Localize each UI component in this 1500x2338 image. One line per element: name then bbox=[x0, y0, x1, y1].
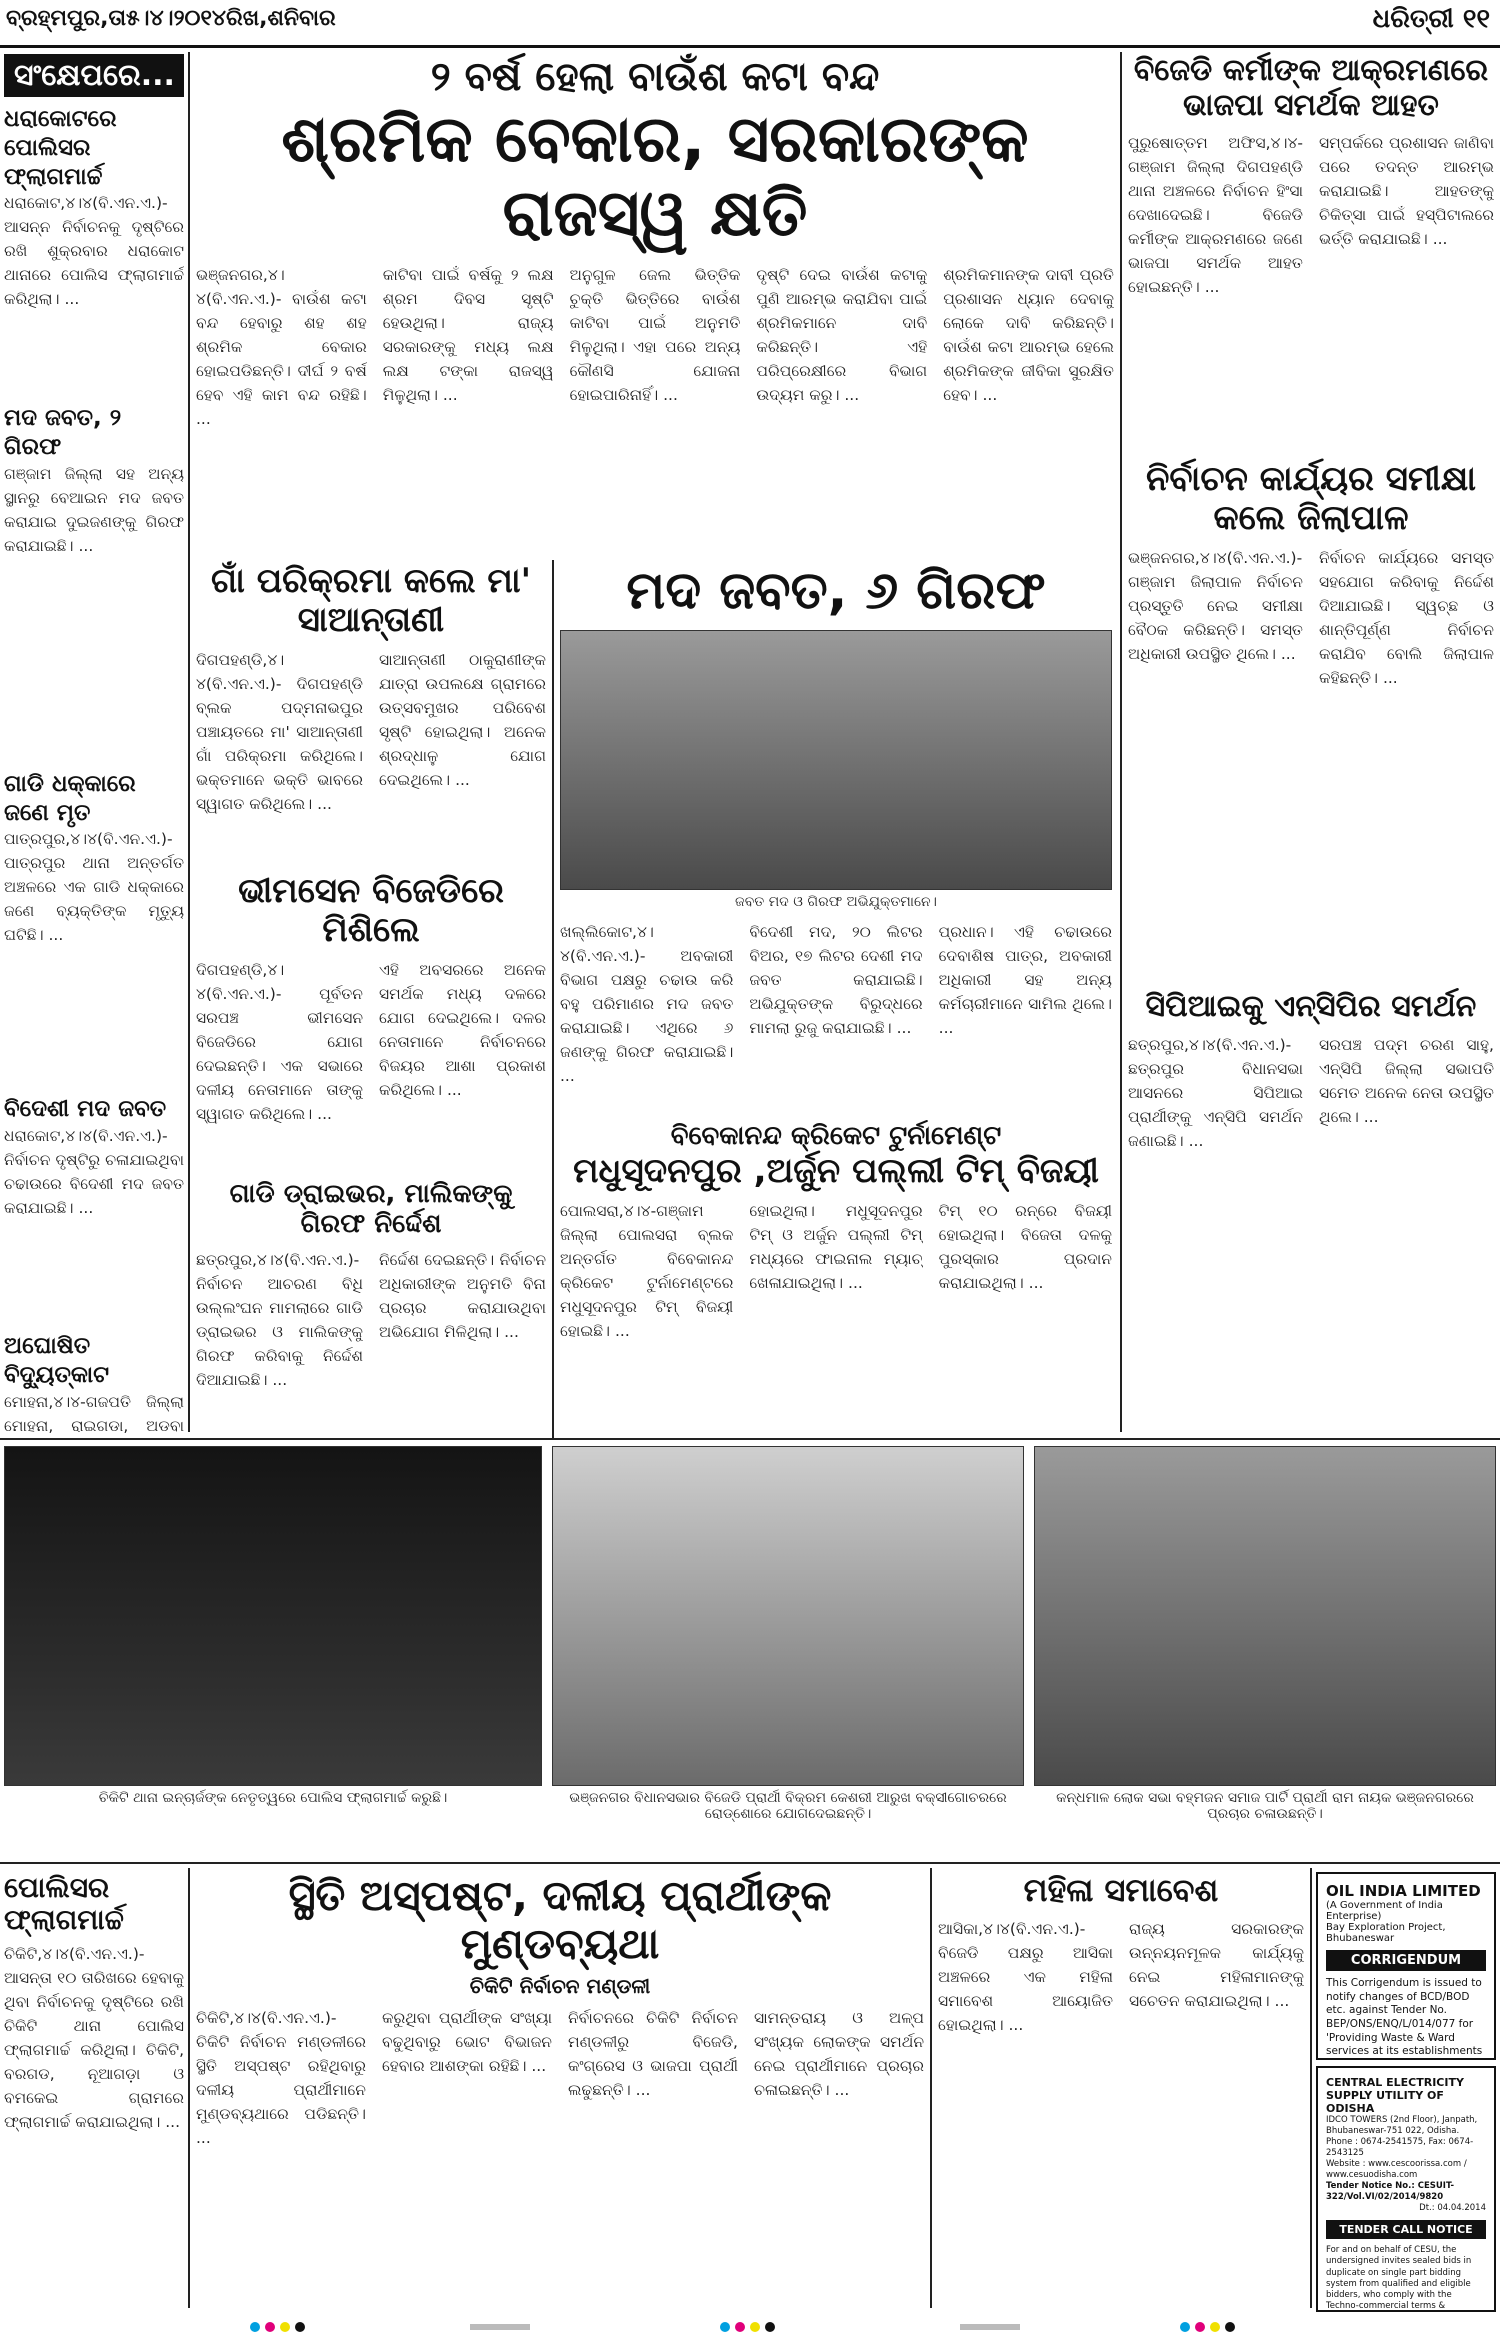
attack-col: ସମ୍ପର୍କରେ ପ୍ରଶାସନ ଜାଣିବା ପରେ ତଦନ୍ତ ଆରମ୍ଭ କରାଯାଇଛି। ଆହତଙ୍କୁ ଚିକିତ୍ସା ପାଇଁ ହସ୍ପିଟାଲରେ ଭର୍ତ୍ତି କରାଯାଇଛି। ... bbox=[1319, 134, 1494, 249]
cesu-date: Dt.: 04.04.2014 bbox=[1419, 2203, 1486, 2214]
cesu-tender-no: Tender Notice No.: CESUIT-322/Vol.VI/02/2014/9820 bbox=[1326, 2181, 1455, 2203]
date-line: ବ୍ରହ୍ମପୁର,ତା୫।୪।୨୦୧୪ରିଖ,ଶନିବାର bbox=[6, 6, 336, 31]
cpi-headline: ସିପିଆଇକୁ ଏନ୍‌ସିପିର ସମର୍ଥନ bbox=[1145, 989, 1477, 1024]
cpi-col: ସରପଞ୍ଚ ପଦ୍ମ ଚରଣ ସାହୁ, ଏନ୍‌ସିପି ଜିଲ୍ଲା ସଭାପତି ସମେତ ଅନେକ ନେତା ଉପସ୍ଥିତ ଥିଲେ। ... bbox=[1319, 1035, 1494, 1126]
women-rally-col: ରାଜ୍ୟ ସରକାରଙ୍କ ଉନ୍ନୟନମୂଳକ କାର୍ଯ୍ୟକୁ ନେଇ ମହିଳାମାନଙ୍କୁ ସଚେତନ କରାଯାଇଥିଲା। ... bbox=[1129, 1919, 1304, 2010]
cpi-col: ଛତ୍ରପୁର,୪।୪(ବି.ଏନ.ଏ.)- ଛତ୍ରପୁର ବିଧାନସଭା ଆସନରେ ସିପିଆଇ ପ୍ରାର୍ଥୀଙ୍କୁ ଏନ୍‌ସିପି ସମର୍ଥନ ଜଣାଇଛି। ... bbox=[1128, 1035, 1303, 1150]
brief-headline: ମଦ ଜବତ, ୨ ଗିରଫ bbox=[4, 405, 122, 460]
lead-col: ଅନୁଗୁଳ ଜେଲ ଭିତ୍ତିକ ଚୁକ୍ତି ଭିତ୍ତିରେ ବାଉଁଶ କାଟିବା ପାଇଁ ଅନୁମତି ମିଳୁଥିଲା। ଏହା ପରେ ଅନ୍ୟ କୌଣସି ଯୋଜନା ହୋଇପାରିନାହିଁ। ... bbox=[569, 266, 741, 405]
masthead bbox=[0, 0, 1500, 48]
brief-body: ଗଞ୍ଜାମ ଜିଲ୍ଲା ସହ ଅନ୍ୟ ସ୍ଥାନରୁ ବେଆଇନ ମଦ ଜବତ କରାଯାଇ ଦୁଇଜଣଙ୍କୁ ଗିରଫ କରାଯାଇଛି। ... bbox=[4, 464, 184, 555]
bottom-main-headline: ସ୍ଥିତି ଅସ୍ପଷ୍ଟ, ଦଳୀୟ ପ୍ରାର୍ଥୀଙ୍କ ମୁଣ୍ଡବ୍ୟଥା bbox=[288, 1871, 832, 1969]
cricket-col: ଟିମ୍ ୧୦ ରନ୍‌ରେ ବିଜୟୀ ହୋଇଥିଲା। ବିଜେତା ଦଳକୁ ପୁରସ୍କାର ପ୍ରଦାନ କରାଯାଇଥିଲା। ... bbox=[938, 1201, 1112, 1293]
driver-story bbox=[196, 1180, 546, 1430]
registration-marks bbox=[0, 2316, 1500, 2338]
bottom-main-col: ଚିକିଟି,୪।୪(ବି.ଏନ.ଏ.)- ଚିକିଟି ନିର୍ବାଚନ ମଣ୍ଡଳୀରେ ସ୍ଥିତି ଅସ୍ପଷ୍ଟ ରହିଥିବାରୁ ଦଳୀୟ ପ୍ରାର୍ଥୀମାନେ ମୁଣ୍ଡବ୍ୟଥାରେ ପଡିଛନ୍ତି। ... bbox=[196, 2008, 366, 2147]
bottom-main-story bbox=[196, 1872, 924, 2312]
driver-headline: ଗାଡି ଡ୍ରାଇଭର, ମାଲିକଙ୍କୁ ଗିରଫ ନିର୍ଦ୍ଦେଶ bbox=[229, 1179, 513, 1239]
collector-col: ନିର୍ବାଚନ କାର୍ଯ୍ୟରେ ସମସ୍ତ ସହଯୋଗ କରିବାକୁ ନିର୍ଦ୍ଦେଶ ଦିଆଯାଇଛି। ସ୍ୱଚ୍ଛ ଓ ଶାନ୍ତିପୂର୍ଣ୍ଣ ନିର୍ବାଚନ କରାଯିବ ବୋଲି ଜିଲାପାଳ କହିଛନ୍ତି। ... bbox=[1319, 549, 1494, 688]
lead-col: ଦୃଷ୍ଟି ଦେଇ ବାଉଁଶ କଟାକୁ ପୁଣି ଆରମ୍ଭ କରାଯିବା ପାଇଁ ଶ୍ରମିକମାନେ ଦାବି କରିଛନ୍ତି। ଏହି ପରିପ୍ରେକ୍ଷୀରେ ବିଭାଗ ଉଦ୍ୟମ କରୁ। ... bbox=[756, 266, 928, 405]
lead-col: ଭଞ୍ଜନଗର,୪।୪(ବି.ଏନ.ଏ.)- ବାଉଁଶ କଟା ବନ୍ଦ ହେବାରୁ ଶହ ଶହ ଶ୍ରମିକ ବେକାର ହୋଇପଡିଛନ୍ତି। ଦୀର୍ଘ ୨ ବର୍ଷ ହେବ ଏହି କାମ ବନ୍ଦ ରହିଛି। ... bbox=[196, 266, 367, 429]
brief-body: ମୋହନା,୪।୪-ଗଜପତି ଜିଲ୍ଲା ମୋହନା, ରାଇଗଡା, ଅଡବା bbox=[4, 1392, 184, 1434]
bottom-main-col: ନିର୍ବାଚନରେ ଚିକିଟି ନିର୍ବାଚନ ମଣ୍ଡଳୀରୁ ବିଜେଡି, କଂଗ୍ରେସ ଓ ଭାଜପା ପ୍ରାର୍ଥୀ ଲଢୁଛନ୍ତି। ... bbox=[568, 2008, 738, 2099]
lead-headline: ଶ୍ରମିକ ବେକାର, ସରକାରଙ୍କ ରାଜସ୍ୱ କ୍ଷତି bbox=[281, 103, 1029, 251]
roadshow-photo bbox=[552, 1446, 1024, 1786]
cricket-col: ହୋଇଥିଲା। ମଧୁସୂଦନପୁର ଟିମ୍ ଓ ଅର୍ଜୁନ ପଲ୍ଲୀ ଟିମ୍ ମଧ୍ୟରେ ଫାଇନାଲ ମ୍ୟାଚ୍ ଖେଳାଯାଇଥିଲା। ... bbox=[749, 1201, 923, 1293]
briefs-kicker: ସଂକ୍ଷେପରେ... bbox=[4, 54, 184, 97]
cesu-text: For and on behalf of CESU, the undersigned invites sealed bids in duplicate on single part bidding system from qualified and eligible bidders, who comply with the Techno-commercial terms & bbox=[1326, 2245, 1472, 2311]
attack-story bbox=[1128, 54, 1494, 454]
lead-story bbox=[196, 54, 1114, 554]
campaign-caption: କନ୍ଧମାଳ ଲୋକ ସଭା ବହ୍ମଜନ ସମାଜ ପାର୍ଟି ପ୍ରାର୍ଥୀ ରାମ ନାୟକ ଭଞ୍ଜନଗରରେ ପ୍ରଚାର ଚଳାଉଛନ୍ତି। bbox=[1056, 1790, 1474, 1822]
cesu-addr: IDCO TOWERS (2nd Floor), Janpath, Bhubaneswar-751 022, Odisha. bbox=[1326, 2115, 1478, 2137]
liquor-col: ବିଦେଶୀ ମଦ, ୨୦ ଲିଟର ବିଅର, ୧୭ ଲିଟର ଦେଶୀ ମଦ ଜବତ କରାଯାଇଛି। ଅଭିଯୁକ୍ତଙ୍କ ବିରୁଦ୍ଧରେ ମାମଲା ରୁଜୁ କରାଯାଇଛି। ... bbox=[749, 922, 923, 1037]
driver-col: ଛତ୍ରପୁର,୪।୪(ବି.ଏନ.ଏ.)- ନିର୍ବାଚନ ଆଚରଣ ବିଧି ଉଲ୍ଲଂଘନ ମାମଲାରେ ଗାଡି ଡ୍ରାଇଭର ଓ ମାଲିକଙ୍କୁ ଗିରଫ କରିବାକୁ ନିର୍ଦ୍ଦେଶ ଦିଆଯାଇଛି। ... bbox=[196, 1250, 363, 1389]
bjd-join-headline: ଭୀମସେନ ବିଜେଡିରେ ମିଶିଲେ bbox=[238, 871, 504, 951]
village-story bbox=[196, 562, 546, 862]
bjd-join-story bbox=[196, 872, 546, 1172]
bottom-main-col: ସାମନ୍ତରାୟ ଓ ଅଳ୍ପ ସଂଖ୍ୟକ ଲୋକଙ୍କ ସମର୍ଥନ ନେଇ ପ୍ରାର୍ଥୀମାନେ ପ୍ରଚାର ଚଳାଇଛନ୍ତି। ... bbox=[754, 2008, 924, 2099]
flagmarch-photo bbox=[4, 1446, 542, 1786]
bottom-left-headline: ପୋଲିସର ଫ୍ଲାଗମାର୍ଚ୍ଚ bbox=[4, 1872, 124, 1937]
brief-item bbox=[4, 1332, 184, 1434]
collector-headline: ନିର୍ବାଚନ କାର୍ଯ୍ୟର ସମୀକ୍ଷା କଲେ ଜିଲାପାଳ bbox=[1145, 459, 1477, 539]
liquor-col: ଖଲ୍ଲିକୋଟ,୪।୪(ବି.ଏନ.ଏ.)- ଅବକାରୀ ବିଭାଗ ପକ୍ଷରୁ ଚଢାଉ କରି ବହୁ ପରିମାଣର ମଦ ଜବତ କରାଯାଇଛି। ଏଥିରେ ୬ ଜଣଙ୍କୁ ଗିରଫ କରାଯାଇଛି। ... bbox=[560, 922, 734, 1085]
brief-item bbox=[4, 1095, 184, 1324]
cricket-story bbox=[560, 1122, 1112, 1432]
liquor-photo-caption: ଜବତ ମଦ ଓ ଗିରଫ ଅଭିଯୁକ୍ତମାନେ। bbox=[735, 893, 937, 910]
cpi-story bbox=[1128, 990, 1494, 1430]
women-rally-story bbox=[938, 1872, 1304, 2312]
briefs-column bbox=[4, 54, 184, 1434]
brief-body: ଧରାକୋଟ,୪।୪(ବି.ଏନ.ଏ.)- ଆସନ୍ନ ନିର୍ବାଚନକୁ ଦୃଷ୍ଟିରେ ରଖି ଶୁକ୍ରବାର ଧରାକୋଟ ଥାନାରେ ପୋଲିସ ଫ୍ଲାଗମାର୍ଚ୍ଚ କରିଥିଲା। ... bbox=[4, 194, 184, 309]
liquor-seizure-photo bbox=[560, 630, 1112, 890]
attack-col: ପୁରୁଷୋତ୍ତମ ଅଫିସ,୪।୪- ଗଞ୍ଜାମ ଜିଲ୍ଲା ଦିଗପହଣ୍ଡି ଥାନା ଅଞ୍ଚଳରେ ନିର୍ବାଚନ ହିଂସା ଦେଖାଦେଇଛି। ବିଜେଡି କର୍ମୀଙ୍କ ଆକ୍ରମଣରେ ଜଣେ ଭାଜପା ସମର୍ଥକ ଆହତ ହୋଇଛନ୍ତି। ... bbox=[1128, 134, 1303, 297]
photo-strip bbox=[4, 1446, 1496, 1856]
village-headline: ଗାଁ ପରିକ୍ରମା କଲେ ମା' ସାଆନ୍ତାଣୀ bbox=[211, 561, 531, 641]
village-col: ଦିଗପହଣ୍ଡି,୪।୪(ବି.ଏନ.ଏ.)- ଦିଗପହଣ୍ଡି ବ୍ଲକ ପଦ୍ମନାଭପୁର ପଞ୍ଚାୟତରେ ମା' ସାଆନ୍ତାଣୀ ଗାଁ ପରିକ୍ରମା କରିଥିଲେ। ଭକ୍ତମାନେ ଭକ୍ତି ଭାବରେ ସ୍ୱାଗତ କରିଥିଲେ। ... bbox=[196, 651, 363, 814]
oil-india-sub: (A Government of India Enterprise) bbox=[1326, 1900, 1443, 1922]
brief-headline: ଅଘୋଷିତ ବିଦ୍ୟୁତ୍‌କାଟ bbox=[4, 1333, 110, 1388]
oil-india-band: CORRIGENDUM bbox=[1326, 1950, 1486, 1971]
flagmarch-caption: ଚିକିଟି ଥାନା ଇନ୍‌ଚାର୍ଜଙ୍କ ନେତୃତ୍ୱରେ ପୋଲିସ ଫ୍ଲାଗମାର୍ଚ୍ଚ କରୁଛି। bbox=[98, 1790, 448, 1806]
campaign-photo bbox=[1034, 1446, 1496, 1786]
bottom-left-body: ଚିକିଟି,୪।୪(ବି.ଏନ.ଏ.)- ଆସନ୍ତା ୧୦ ତାରିଖରେ ହେବାକୁ ଥିବା ନିର୍ବାଚନକୁ ଦୃଷ୍ଟିରେ ରଖି ଚିକିଟି ଥାନା ପୋଲିସ ଫ୍ଲାଗମାର୍ଚ୍ଚ କରିଥିଲା। ଚିକିଟି, ବରଗଡ, ନୂଆଗଡ଼ା ଓ ବମକେଇ ଗ୍ରାମରେ ଫ୍ଲାଗମାର୍ଚ୍ଚ କରାଯାଇଥିଲା। ... bbox=[4, 1945, 184, 2132]
cesu-title: CENTRAL ELECTRICITY SUPPLY UTILITY OF ODISHA bbox=[1326, 2076, 1464, 2115]
cricket-col: ପୋଲସରା,୪।୪-ଗଞ୍ଜାମ ଜିଲ୍ଲା ପୋଲସରା ବ୍ଲକ ଅନ୍ତର୍ଗତ ବିବେକାନନ୍ଦ କ୍ରିକେଟ ଟୁର୍ନାମେଣ୍ଟରେ ମଧୁସୂଦନପୁର ଟିମ୍ ବିଜୟୀ ହୋଇଛି। ... bbox=[560, 1201, 734, 1341]
lead-kicker-headline: ୨ ବର୍ଷ ହେଲା ବାଉଁଶ କଟା ବନ୍ଦ bbox=[430, 54, 880, 100]
bottom-main-subheadline: ଚିକିଟି ନିର୍ବାଚନ ମଣ୍ଡଳୀ bbox=[469, 1973, 651, 1998]
cesu-phone: Phone : 0674-2541575, Fax: 0674-2543125 bbox=[1326, 2137, 1474, 2159]
brief-body: ଧରାକୋଟ,୪।୪(ବି.ଏନ.ଏ.)- ନିର୍ବାଚନ ଦୃଷ୍ଟିରୁ ଚଳାଯାଇଥିବା ଚଢାଉରେ ବିଦେଶୀ ମଦ ଜବତ କରାଯାଇଛି। ... bbox=[4, 1127, 184, 1218]
bjd-join-col: ଏହି ଅବସରରେ ଅନେକ ସମର୍ଥକ ମଧ୍ୟ ଦଳରେ ଯୋଗ ଦେଇଥିଲେ। ଦଳର ନେତାମାନେ ନିର୍ବାଚନରେ ବିଜୟର ଆଶା ପ୍ରକାଶ କରିଥିଲେ। ... bbox=[379, 961, 546, 1100]
cricket-headline: ମଧୁସୂଦନପୁର ,ଅର୍ଜୁନ ପଲ୍ଲୀ ଟିମ୍ ବିଜୟୀ bbox=[573, 1150, 1099, 1191]
bottom-main-col: କରୁଥିବା ପ୍ରାର୍ଥୀଙ୍କ ସଂଖ୍ୟା ବଢୁଥିବାରୁ ଭୋଟ ବିଭାଜନ ହେବାର ଆଶଙ୍କା ରହିଛି। ... bbox=[382, 2008, 552, 2075]
brief-headline: ଧରାକୋଟରେ ପୋଲିସର ଫ୍ଲାଗମାର୍ଚ୍ଚ bbox=[4, 106, 117, 190]
village-col: ସାଆନ୍ତାଣୀ ଠାକୁରାଣୀଙ୍କ ଯାତ୍ରା ଉପଲକ୍ଷେ ଗ୍ରାମରେ ଉତ୍ସବମୁଖର ପରିବେଶ ସୃଷ୍ଟି ହୋଇଥିଲା। ଅନେକ ଶ୍ରଦ୍ଧାଳୁ ଯୋଗ ଦେଇଥିଲେ। ... bbox=[379, 651, 546, 790]
liquor-headline: ମଦ ଜବତ, ୬ ଗିରଫ bbox=[626, 561, 1046, 621]
oil-india-text: This Corrigendum is issued to notify changes of BCD/BOD etc. against Tender No. BEP/ONS/ENQ/L/014/077 for 'Providing Waste & Ward services at its establishments bbox=[1326, 1977, 1483, 2058]
collector-col: ଭଞ୍ଜନଗର,୪।୪(ବି.ଏନ.ଏ.)- ଗଞ୍ଜାମ ଜିଲାପାଳ ନିର୍ବାଚନ ପ୍ରସ୍ତୁତି ନେଇ ସମୀକ୍ଷା ବୈଠକ କରିଛନ୍ତି। ସମସ୍ତ ଅଧିକାରୀ ଉପସ୍ଥିତ ଥିଲେ। ... bbox=[1128, 549, 1303, 664]
liquor-story bbox=[560, 562, 1112, 1117]
cesu-ad bbox=[1316, 2066, 1496, 2312]
lead-col: ଶ୍ରମିକମାନଙ୍କ ଦାବୀ ପ୍ରତି ପ୍ରଶାସନ ଧ୍ୟାନ ଦେବାକୁ ଲୋକେ ଦାବି କରିଛନ୍ତି। ବାଉଁଶ କଟା ଆରମ୍ଭ ହେଲେ ଶ୍ରମିକଙ୍କ ଜୀବିକା ସୁରକ୍ଷିତ ହେବ। ... bbox=[943, 266, 1114, 405]
bjd-join-col: ଦିଗପହଣ୍ଡି,୪।୪(ବି.ଏନ.ଏ.)- ପୂର୍ବତନ ସରପଞ୍ଚ ଭୀମସେନ ବିଜେଡିରେ ଯୋଗ ଦେଇଛନ୍ତି। ଏକ ସଭାରେ ଦଳୀୟ ନେତାମାନେ ତାଙ୍କୁ ସ୍ୱାଗତ କରିଥିଲେ। ... bbox=[196, 961, 363, 1124]
oil-india-ad bbox=[1316, 1872, 1496, 2060]
oil-india-title: OIL INDIA LIMITED bbox=[1326, 1882, 1481, 1900]
women-rally-headline: ମହିଳା ସମାବେଶ bbox=[1023, 1871, 1219, 1909]
cesu-web: Website : www.cescoorissa.com / www.cesuodisha.com bbox=[1326, 2159, 1467, 2181]
brief-headline: ବିଦେଶୀ ମଦ ଜବତ bbox=[4, 1096, 167, 1123]
brief-item bbox=[4, 105, 184, 396]
brief-headline: ଗାଡି ଧକ୍କାରେ ଜଣେ ମୃତ bbox=[4, 770, 136, 826]
driver-col: ନିର୍ଦ୍ଦେଶ ଦେଇଛନ୍ତି। ନିର୍ବାଚନ ଅଧିକାରୀଙ୍କ ଅନୁମତି ବିନା ପ୍ରଚାର କରାଯାଉଥିବା ଅଭିଯୋଗ ମିଳିଥିଲା। ... bbox=[379, 1250, 546, 1341]
brief-item bbox=[4, 770, 184, 1088]
collector-story bbox=[1128, 460, 1494, 980]
liquor-col: ପ୍ରଧାନ। ଏହି ଚଢାଉରେ ଦେବାଶିଷ ପାତ୍ର, ଅବକାରୀ ଅଧିକାରୀ ସହ ଅନ୍ୟ କର୍ମଚାରୀମାନେ ସାମିଲ ଥିଲେ। ... bbox=[938, 922, 1112, 1037]
brief-body: ପାତ୍ରପୁର,୪।୪(ବି.ଏନ.ଏ.)- ପାତ୍ରପୁର ଥାନା ଅନ୍ତର୍ଗତ ଅଞ୍ଚଳରେ ଏକ ଗାଡି ଧକ୍କାରେ ଜଣେ ବ୍ୟକ୍ତିଙ୍କ ମୃତ୍ୟୁ ଘଟିଛି। ... bbox=[4, 830, 184, 945]
cricket-kicker-headline: ବିବେକାନନ୍ଦ କ୍ରିକେଟ ଟୁର୍ନାମେଣ୍ଟ bbox=[670, 1121, 1002, 1151]
lead-col: କାଟିବା ପାଇଁ ବର୍ଷକୁ ୨ ଲକ୍ଷ ଶ୍ରମ ଦିବସ ସୃଷ୍ଟି ହେଉଥିଲା। ରାଜ୍ୟ ସରକାରଙ୍କୁ ମଧ୍ୟ ଲକ୍ଷ ଲକ୍ଷ ଟଙ୍କା ରାଜସ୍ୱ ମିଳୁଥିଲା। ... bbox=[382, 266, 554, 405]
oil-india-sub2: Bay Exploration Project, Bhubaneswar bbox=[1326, 1922, 1446, 1944]
roadshow-caption: ଭଞ୍ଜନଗର ବିଧାନସଭାର ବିଜେଡି ପ୍ରାର୍ଥୀ ବିକ୍ରମ କେଶରୀ ଆରୁଖ ବକ୍ସୀଗୋଚରରେ ରୋଡ୍‌ଶୋରେ ଯୋଗଦେଇଛନ୍ତି। bbox=[569, 1790, 1007, 1822]
bottom-left-story bbox=[4, 1872, 184, 2312]
attack-headline: ବିଜେଡି କର୍ମୀଙ୍କ ଆକ୍ରମଣରେ ଭାଜପା ସମର୍ଥକ ଆହତ bbox=[1133, 53, 1489, 123]
women-rally-col: ଆସିକା,୪।୪(ବି.ଏନ.ଏ.)- ବିଜେଡି ପକ୍ଷରୁ ଆସିକା ଅଞ୍ଚଳରେ ଏକ ମହିଳା ସମାବେଶ ଆୟୋଜିତ ହୋଇଥିଲା। ... bbox=[938, 1919, 1113, 2034]
page-label: ଧରିତ୍ରୀ ୧୧ bbox=[1372, 4, 1490, 34]
cesu-band: TENDER CALL NOTICE bbox=[1326, 2220, 1486, 2239]
brief-item bbox=[4, 404, 184, 762]
